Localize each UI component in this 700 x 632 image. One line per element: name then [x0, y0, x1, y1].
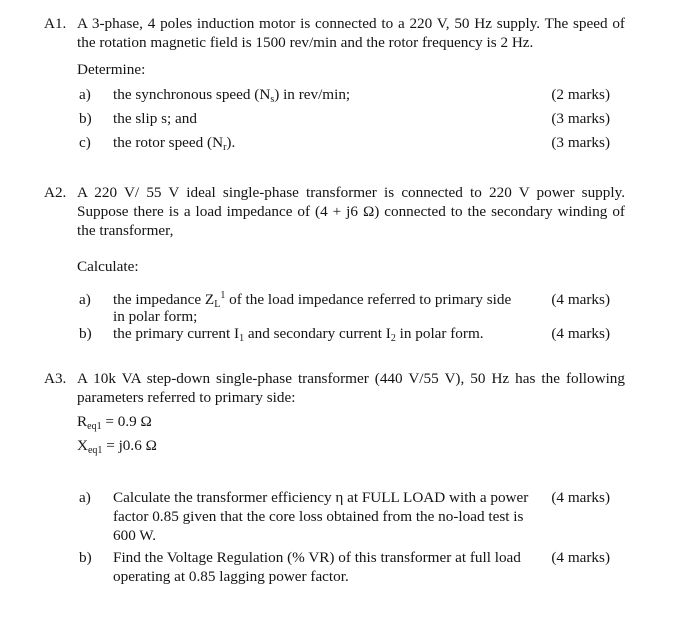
item-label: b) [79, 549, 92, 566]
marks: (4 marks) [551, 549, 610, 566]
question-text: A 3-phase, 4 poles induction motor is connected to a 220 V, 50 Hz supply. The speed of the rotation magnetic field is 1500 rev/min and the rotor frequency is 2 Hz. [77, 15, 625, 51]
instruction-determine: Determine: [77, 61, 146, 78]
marks: (4 marks) [551, 291, 610, 308]
item-text: the rotor speed $(N_r)$. [113, 134, 236, 153]
param-req1: $R_{eq1} = 0.9$ Ω [77, 413, 152, 432]
item-text-continued: in polar form; [113, 308, 198, 325]
question-number: A3. [44, 370, 67, 387]
param-xeq1: $X_{eq1} = j0.6$ Ω [77, 437, 157, 456]
marks: (3 marks) [551, 110, 610, 127]
item-label: b) [79, 110, 92, 127]
item-text: the slip s; and [113, 110, 197, 127]
item-label: a) [79, 489, 91, 506]
marks: (3 marks) [551, 134, 610, 151]
question-text: A 220 V/ 55 V ideal single-phase transformer is connected to 220 V power supply. Suppose there is a load impedance of (4 + j6 Ω) connected to the secondary winding of the transformer, [77, 184, 625, 239]
item-text: Calculate the transformer efficiency η at FULL LOAD with a power factor 0.85 given that the core loss obtained from the no-load test is 600 W. [113, 489, 529, 544]
marks: (4 marks) [551, 325, 610, 342]
instruction-calculate: Calculate: [77, 258, 139, 275]
item-label: a) [79, 291, 91, 308]
item-label: b) [79, 325, 92, 342]
item-text: the impedance $Z_L^1$ of the load impedance referred to primary side [113, 290, 512, 310]
question-number: A2. [44, 184, 67, 201]
item-text: Find the Voltage Regulation (% VR) of this transformer at full load operating at 0.85 lagging power factor. [113, 549, 521, 585]
question-number: A1. [44, 15, 67, 32]
question-text: A 10k VA step-down single-phase transformer (440 V/55 V), 50 Hz has the following parameters referred to primary side: [77, 370, 625, 406]
marks: (2 marks) [551, 86, 610, 103]
item-label: a) [79, 86, 91, 103]
item-text: the synchronous speed $(N_s)$ in rev/min; [113, 86, 351, 105]
item-text: the primary current $I_1$ and secondary current $I_2$ in polar form. [113, 325, 484, 344]
marks: (4 marks) [551, 489, 610, 506]
item-label: c) [79, 134, 91, 151]
